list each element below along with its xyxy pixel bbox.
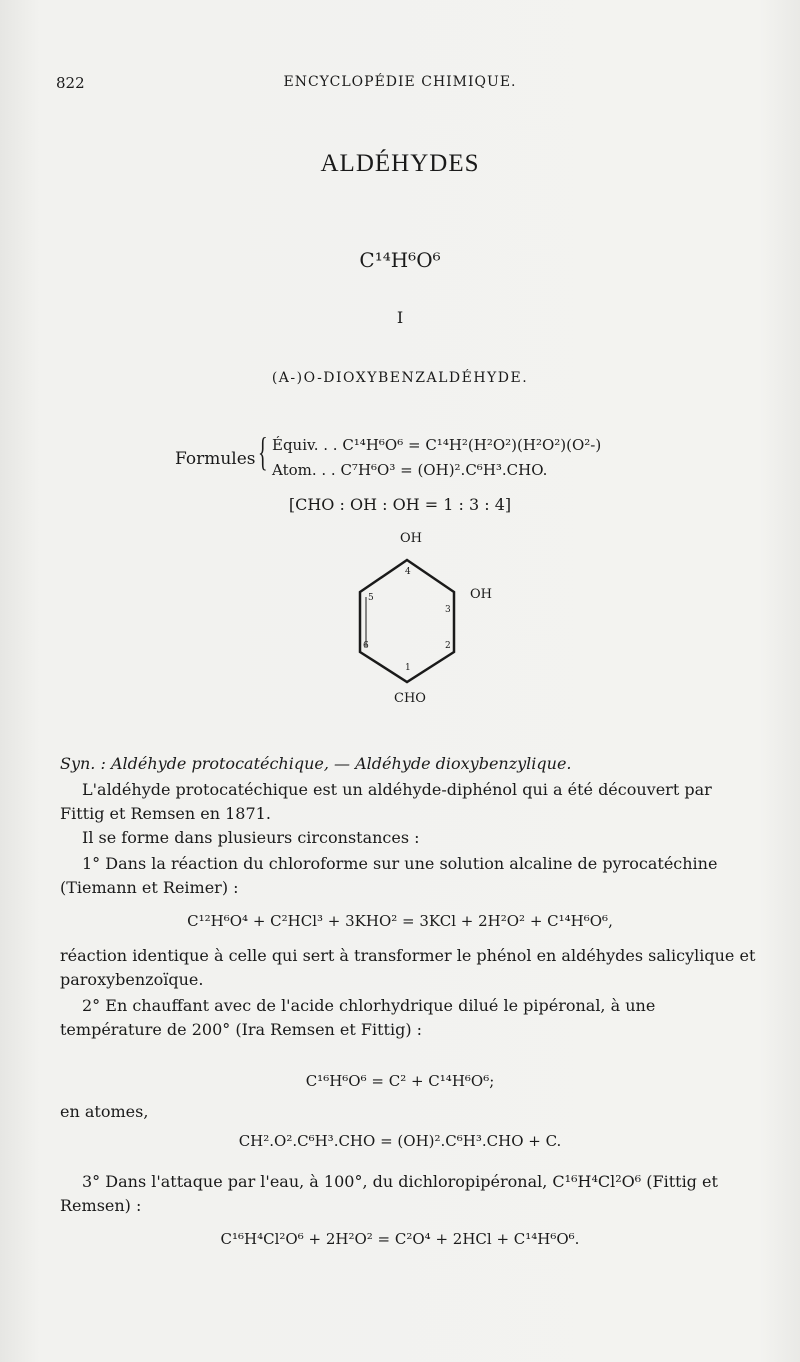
paragraph-atoms: en atomes, [60,1102,149,1121]
paragraph-method-1: 1° Dans la réaction du chloroforme sur une solution alcaline de pyrocatéchine (Tiemann et Reimer) : [60,854,718,897]
position-2: 2 [445,641,451,651]
synonyms-line [60,752,760,776]
formula-equiv: Équiv. . . C¹⁴H⁶O⁶ = C¹⁴H²(H²O²)(H²O²)(O²-) [272,436,602,454]
substituent-ratio: [CHO : OH : OH = 1 : 3 : 4] [288,495,512,514]
equation-1: C¹²H⁶O⁴ + C²HCl³ + 3KHO² = 3KCl + 2H²O² + C¹⁴H⁶O⁶, [187,912,613,930]
molecular-formula: C¹⁴H⁶O⁶ [359,248,441,272]
benzene-ring-diagram [320,522,520,707]
item-number: I [396,308,404,327]
position-1: 1 [405,663,411,673]
paragraph-method-2: 2° En chauffant avec de l'acide chlorhydrique dilué le pipéronal, à une température de 200° (Ira Remsen et Fittig) : [60,996,656,1039]
bottom-group-label: CHO [394,691,426,706]
equation-4: C¹⁶H⁴Cl²O⁶ + 2H²O² = C²O⁴ + 2HCl + C¹⁴H⁶O⁶. [220,1230,580,1248]
equation-2: C¹⁶H⁶O⁶ = C² + C¹⁴H⁶O⁶; [305,1072,495,1090]
paragraph-reaction-note: réaction identique à celle qui sert à transformer le phénol en aldéhydes salicylique et paroxybenzoïque. [60,946,756,989]
synonyms-text: Syn. : Aldéhyde protocatéchique, — Aldéhyde dioxybenzylique. [60,754,572,773]
position-4: 4 [405,567,411,577]
running-title: ENCYCLOPÉDIE CHIMIQUE. [283,74,517,90]
right-group-label: OH [470,587,492,602]
top-group-label: OH [400,531,422,546]
brace-icon: { [258,429,268,474]
section-title: ALDÉHYDES [320,150,480,177]
equation-3: CH².O².C⁶H³.CHO = (OH)².C⁶H³.CHO + C. [238,1132,562,1150]
position-3: 3 [445,605,451,615]
paragraph-circumstances: Il se forme dans plusieurs circonstances : [82,828,420,847]
paragraph-method-3: 3° Dans l'attaque par l'eau, à 100°, du dichloropipéronal, C¹⁶H⁴Cl²O⁶ (Fittig et Remsen) : [60,1172,718,1215]
position-6: 6 [363,641,369,651]
page-number: 822 [56,74,85,92]
formula-atom: Atom. . . C⁷H⁶O³ = (OH)².C⁶H³.CHO. [272,461,548,479]
formules-label: Formules [175,449,256,469]
compound-name: (A-)O-DIOXYBENZALDÉHYDE. [271,370,529,386]
position-5: 5 [368,593,374,603]
paragraph-intro: L'aldéhyde protocatéchique est un aldéhyde-diphénol qui a été découvert par Fittig et Remsen en 1871. [60,780,712,823]
